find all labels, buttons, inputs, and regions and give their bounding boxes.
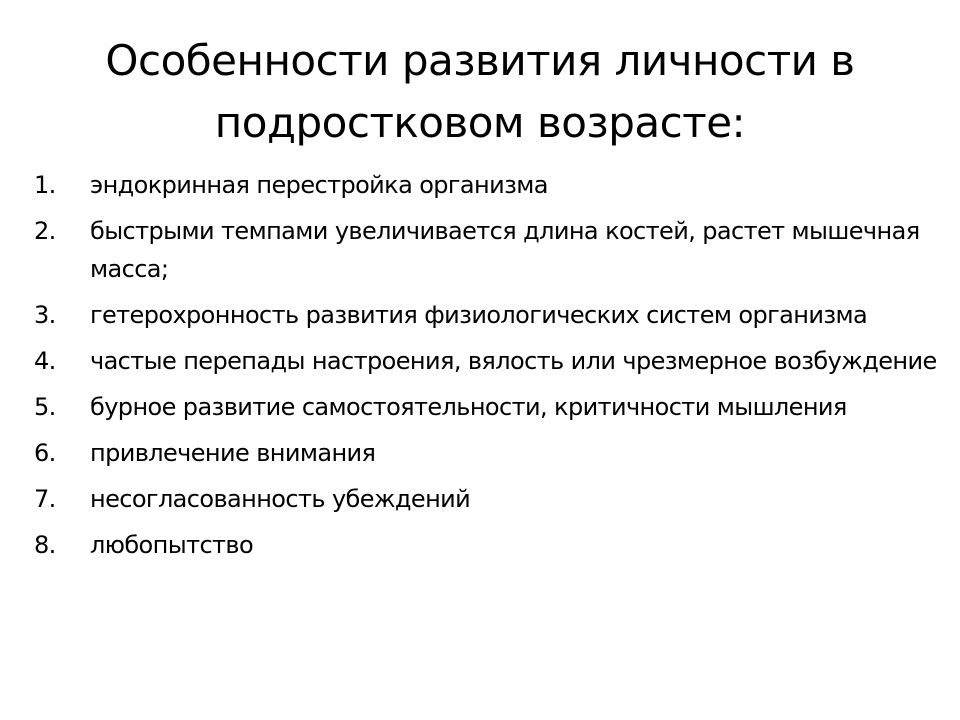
list-item xyxy=(30,166,942,204)
list-item xyxy=(30,526,942,564)
item-number: 6. xyxy=(34,439,56,467)
list-item xyxy=(30,434,942,472)
item-text: быстрыми темпами увеличивается длина костей, растет мышечная масса; xyxy=(90,217,920,283)
item-number: 8. xyxy=(34,531,56,559)
item-number: 5. xyxy=(34,393,56,421)
item-number: 7. xyxy=(34,485,56,513)
list-item xyxy=(30,212,942,288)
list-item xyxy=(30,480,942,518)
item-number: 1. xyxy=(34,171,56,199)
list-item xyxy=(30,342,942,380)
slide-title: Особенности развития личности в подростковом возрасте: xyxy=(105,36,855,147)
feature-list xyxy=(30,166,942,572)
list-item xyxy=(30,296,942,334)
list-item xyxy=(30,388,942,426)
item-text: гетерохронность развития физиологических систем организма xyxy=(90,301,868,329)
item-text: несогласованность убеждений xyxy=(90,485,471,513)
item-number: 4. xyxy=(34,347,56,375)
item-number: 3. xyxy=(34,301,56,329)
item-text: эндокринная перестройка организма xyxy=(90,171,548,199)
item-number: 2. xyxy=(34,217,56,245)
item-text: частые перепады настроения, вялость или чрезмерное возбуждение xyxy=(90,347,937,375)
item-text: бурное развитие самостоятельности, критичности мышления xyxy=(90,393,847,421)
item-text: любопытство xyxy=(90,531,254,559)
item-text: привлечение внимания xyxy=(90,439,376,467)
